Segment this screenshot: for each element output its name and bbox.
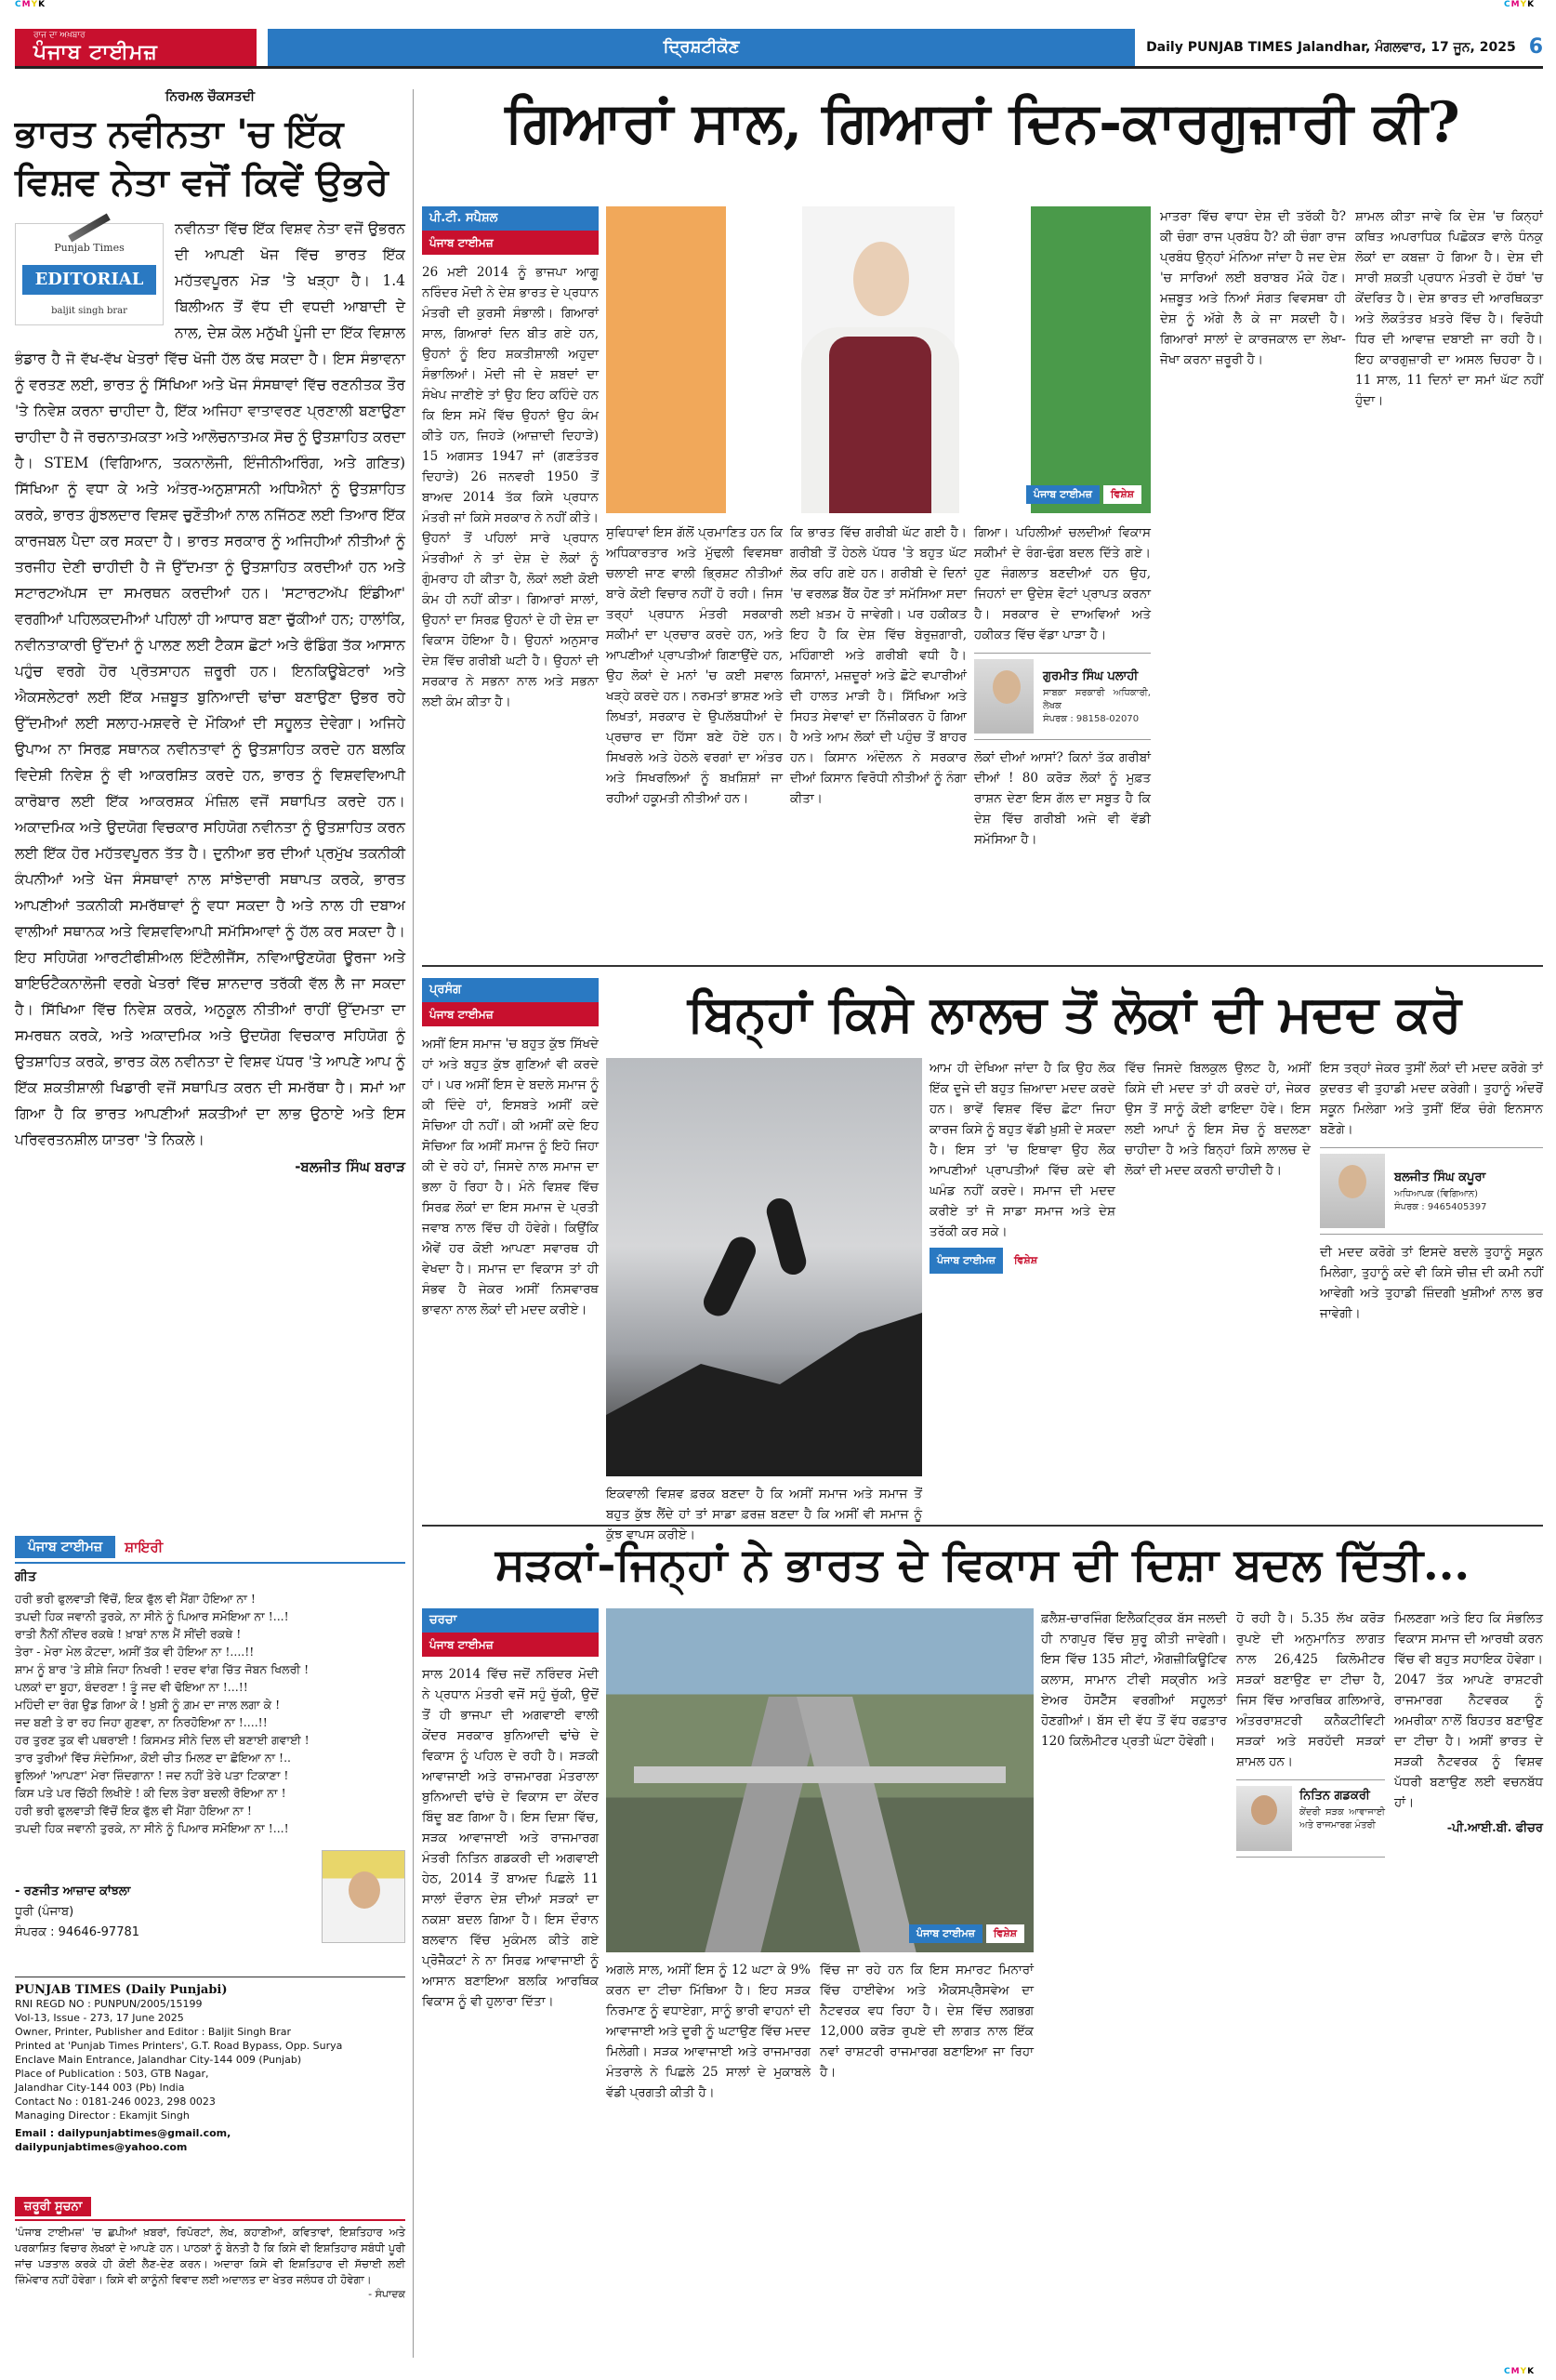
section-rule (422, 1525, 1543, 1527)
story3-byline: -ਪੀ.ਆਈ.ਬੀ. ਫੀਚਰ (1446, 1821, 1543, 1835)
photo-tag-special: ਵਿਸ਼ੇਸ਼ (1007, 1248, 1045, 1274)
pm-figure (801, 225, 959, 513)
story3-col5 (1236, 1608, 1385, 1865)
poem-line: ਪਲਕਾਂ ਦਾ ਬੂਹਾ, ਬੰਦਰਣਾ ! ਤੂੰ ਜਦ ਵੀ ਢੋਇਆ ਨਾ !...!! (15, 1680, 248, 1694)
photo-tag-special: ਵਿਸ਼ੇਸ਼ (1103, 485, 1141, 504)
photo-tag-brand: ਪੰਜਾਬ ਟਾਈਮਜ਼ (909, 1924, 982, 1943)
poetry-section-label: ਸ਼ਾਇਰੀ (125, 1539, 164, 1555)
cmyk-marks-right: CMYK (1504, 0, 1536, 9)
main-story-tag-label: ਪੀ.ਟੀ. ਸਪੈਸ਼ਲ (422, 206, 599, 231)
poem-line: ਹਰੀ ਭਰੀ ਫੁਲਵਾੜੀ ਵਿੱਚੋਂ ਇਕ ਫੁੱਲ ਵੀ ਮੈਂਗਾ ਹੋਇਆ ਨਾ ! (15, 1804, 252, 1818)
editorial-box-brand: Punjab Times (54, 242, 125, 254)
editorial-logo-box (15, 223, 164, 325)
dateline: Daily PUNJAB TIMES Jalandhar, ਮੰਗਲਵਾਰ, 17 ਜੂਨ, 2025 (1146, 39, 1516, 55)
story2-col2: ਇਕਵਾਲੀ ਵਿਸ਼ਵ ਫ਼ਰਕ ਬਣਦਾ ਹੈ ਕਿ ਅਸੀਂ ਸਮਾਜ ਅਤੇ ਸਮਾਜ ਤੋਂ ਬਹੁਤ ਕੁੱਝ ਲੈਂਦੇ ਹਾਂ ਤਾਂ ਸਾਡਾ ਫ਼ਰਜ਼ ਬਣਦਾ ਹੈ ਕਿ ਅਸੀਂ ਵੀ ਸਮਾਜ ਨੂੰ ਕੁੱਝ ਵਾਪਸ ਕਰੀਏ। (606, 1487, 922, 1542)
imprint-line: Owner, Printer, Publisher and Editor : Baljit Singh Brar (15, 2026, 291, 2038)
editorial-byline: -ਬਲਜੀਤ ਸਿੰਘ ਬਰਾੜ (295, 1158, 405, 1175)
story2-tag (422, 978, 599, 1026)
main-headline: ਗਿਆਰਾਂ ਸਾਲ, ਗਿਆਰਾਂ ਦਿਨ-ਕਾਰਗੁਜ਼ਾਰੀ ਕੀ? (505, 90, 1460, 155)
road-lane (797, 1697, 917, 1952)
story2-text: ਅਸੀਂ ਇਸ ਸਮਾਜ 'ਚ ਬਹੁਤ ਕੁੱਝ ਸਿੱਖਦੇ ਹਾਂ ਅਤੇ ਬਹੁਤ ਕੁੱਝ ਗੁਣਿਆਂ ਵੀ ਕਰਦੇ ਹਾਂ। ਪਰ ਅਸੀਂ ਇਸ ਦੇ ਬਦਲੇ ਸਮਾਜ ਨੂੰ ਕੀ ਦਿੰਦੇ ਹਾਂ, ਇਸਬਤੇ ਅਸੀਂ ਕਦੇ ਸੋਚਿਆ ਹੀ ਨਹੀਂ। ਕੀ ਅਸੀਂ ਕਦੇ ਇਹ ਸੋਚਿਆ ਕਿ ਅਸੀਂ ਸਮਾਜ ਨੂੰ ਇਹੋ ਜਿਹਾ ਕੀ ਦੇ ਰਹੇ ਹਾਂ, ਜਿਸਦੇ ਨਾਲ ਸਮਾਜ ਦਾ ਭਲਾ ਹੋ ਰਿਹਾ ਹੈ। ਮੰਨੇ ਵਿਸ਼ਵ ਵਿੱਚ ਸਿਰਫ਼ ਲੋਕਾਂ ਦਾ ਇਸ ਸਮਾਜ ਦੇ ਪ੍ਰਤੀ ਜਵਾਬ ਨਾਲ ਵਿੱਚ ਹੀ ਹੋਵੇਗੇ। ਕਿਉਂਕਿ ਐਵੇਂ ਹਰ ਕੋਈ ਆਪਣਾ ਸਵਾਰਥ ਹੀ ਵੇਖਦਾ ਹੈ। ਸਮਾਜ ਦਾ ਵਿਕਾਸ ਤਾਂ ਹੀ ਸੰਭਵ ਹੈ ਜੇਕਰ ਅਸੀਂ ਨਿਸਵਾਰਥ ਭਾਵਨਾ ਨਾਲ ਲੋਕਾਂ ਦੀ ਮਦਦ ਕਰੀਏ। (422, 1037, 599, 1317)
photo-tag-brand: ਪੰਜਾਬ ਟਾਈਮਜ਼ (930, 1248, 1003, 1274)
climber-silhouette (764, 1196, 810, 1277)
author-contact: ਸੰਪਰਕ : 98158-02070 (1043, 714, 1140, 724)
pm-head (846, 234, 916, 324)
poet-photo (322, 1850, 405, 1943)
imprint-line: RNI REGD NO : PUNPUN/2005/15199 (15, 1998, 203, 2010)
main-story-text: 26 ਮਈ 2014 ਨੂੰ ਭਾਜਪਾ ਆਗੂ ਨਰਿੰਦਰ ਮੋਦੀ ਨੇ ਦੇਸ਼ ਭਾਰਤ ਦੇ ਪ੍ਰਧਾਨ ਮੰਤਰੀ ਦੀ ਕੁਰਸੀ ਸੰਭਾਲੀ। ਗਿਆਰਾਂ ਸਾਲ, ਗਿਆਰਾਂ ਦਿਨ ਬੀਤ ਗਏ ਹਨ, ਉਹਨਾਂ ਨੂੰ ਇਹ ਸ਼ਕਤੀਸ਼ਾਲੀ ਅਹੁਦਾ ਸੰਭਾਲਿਆਂ। ਮੋਦੀ ਜੀ ਦੇ ਸ਼ਬਦਾਂ ਦਾ ਸੰਖੇਪ ਜਾਣੀਏ ਤਾਂ ਉਹ ਇਹ ਕਹਿੰਦੇ ਹਨ ਕਿ ਇਸ ਸਮੇਂ ਵਿੱਚ ਉਹਨਾਂ ਉਹ ਕੰਮ ਕੀਤੇ ਹਨ, ਜਿਹੜੇ (ਆਜ਼ਾਦੀ ਦਿਹਾੜੇ) 15 ਅਗਸਤ 1947 ਜਾਂ (ਗਣਤੰਤਰ ਦਿਹਾੜੇ) 26 ਜਨਵਰੀ 1950 ਤੋਂ ਬਾਅਦ 2014 ਤੱਕ ਕਿਸੇ ਪ੍ਰਧਾਨ ਮੰਤਰੀ ਜਾਂ ਕਿਸੇ ਸਰਕਾਰ ਨੇ ਨਹੀਂ ਕੀਤੇ। ਉਹਨਾਂ ਤੋਂ ਪਹਿਲਾਂ ਸਾਰੇ ਪ੍ਰਧਾਨ ਮੰਤਰੀਆਂ ਨੇ ਤਾਂ ਦੇਸ਼ ਦੇ ਲੋਕਾਂ ਨੂੰ ਗੁੰਮਰਾਹ ਹੀ ਕੀਤਾ ਹੈ, ਲੋਕਾਂ ਲਈ ਕੋਈ ਕੰਮ ਹੀ ਨਹੀਂ ਕੀਤਾ। ਗਿਆਰਾਂ ਸਾਲਾਂ, ਉਹਨਾਂ ਦਾ ਸਿਰਫ਼ ਉਹਨਾਂ ਦੇ ਹੀ ਦੇਸ਼ ਦਾ ਵਿਕਾਸ ਹੋਇਆ ਹੈ। ਉਹਨਾਂ ਅਨੁਸਾਰ ਦੇਸ਼ ਵਿੱਚ ਗਰੀਬੀ ਘਟੀ ਹੈ। ਉਹਨਾਂ ਦੀ ਸਰਕਾਰ ਨੇ ਸਭਨਾ ਨਾਲ ਅਤੇ ਸਭਨਾ ਲਈ ਕੰਮ ਕੀਤਾ ਹੈ। (422, 265, 599, 709)
editorial-paragraph: ਨਵੀਨਤਾ ਵਿੱਚ ਇੱਕ ਵਿਸ਼ਵ ਨੇਤਾ ਵਜੋਂ ਉਭਰਨ ਦੀ ਆਪਣੀ ਖੋਜ ਵਿੱਚ ਭਾਰਤ ਇੱਕ ਮਹੱਤਵਪੂਰਨ ਮੋੜ 'ਤੇ ਖੜ੍ਹਾ ਹੈ। 1.4 ਬਿਲੀਅਨ ਤੋਂ ਵੱਧ ਦੀ ਵਧਦੀ ਆਬਾਦੀ ਦੇ ਨਾਲ, ਦੇਸ਼ ਕੋਲ ਮਨੁੱਖੀ ਪੂੰਜੀ ਦਾ ਇੱਕ ਵਿਸ਼ਾਲ ਭੰਡਾਰ ਹੈ ਜੋ ਵੱਖ-ਵੱਖ ਖੇਤਰਾਂ ਵਿੱਚ ਖੋਜੀ ਹੱਲ ਕੱਢ ਸਕਦਾ ਹੈ। ਇਸ ਸੰਭਾਵਨਾ ਨੂੰ ਵਰਤਣ ਲਈ, ਭਾਰਤ ਨੂੰ ਸਿੱਖਿਆ ਅਤੇ ਖੋਜ ਸੰਸਥਾਵਾਂ ਵਿੱਚ ਰਣਨੀਤਕ ਤੌਰ 'ਤੇ ਨਿਵੇਸ਼ ਕਰਨਾ ਚਾਹੀਦਾ ਹੈ, ਇੱਕ ਅਜਿਹਾ ਵਾਤਾਵਰਣ ਪ੍ਰਣਾਲੀ ਬਣਾਉਣਾ ਚਾਹੀਦਾ ਹੈ ਜੋ ਰਚਨਾਤਮਕਤਾ ਅਤੇ ਆਲੋਚਨਾਤਮਕ ਸੋਚ ਨੂੰ ਉਤਸ਼ਾਹਿਤ ਕਰਦਾ ਹੈ। STEM (ਵਿਗਿਆਨ, ਤਕਨਾਲੋਜੀ, ਇੰਜੀਨੀਅਰਿੰਗ, ਅਤੇ ਗਣਿਤ) ਸਿੱਖਿਆ ਨੂੰ ਵਧਾ ਕੇ ਅਤੇ ਅੰਤਰ-ਅਨੁਸ਼ਾਸਨੀ ਅਧਿਐਨਾਂ ਨੂੰ ਉਤਸ਼ਾਹਿਤ ਕਰਕੇ, ਭਾਰਤ ਗੁੰਝਲਦਾਰ ਵਿਸ਼ਵ ਚੁਣੌਤੀਆਂ ਨਾਲ ਨਜਿੱਠਣ ਲਈ ਤਿਆਰ ਇੱਕ ਕਾਰਜਬਲ ਪੈਦਾ ਕਰ ਸਕਦਾ ਹੈ। ਭਾਰਤ ਸਰਕਾਰ ਨੂੰ ਅਜਿਹੀਆਂ ਨੀਤੀਆਂ ਨੂੰ ਤਰਜੀਹ ਦੇਣੀ ਚਾਹੀਦੀ ਹੈ ਜੋ ਉੱਦਮਤਾ ਨੂੰ ਉਤਸ਼ਾਹਿਤ ਕਰਦੀਆਂ ਹਨ ਅਤੇ ਸਟਾਰਟਅੱਪਸ ਦਾ ਸਮਰਥਨ ਕਰਦੀਆਂ ਹਨ। 'ਸਟਾਰਟਅੱਪ ਇੰਡੀਆ' ਵਰਗੀਆਂ ਪਹਿਲਕਦਮੀਆਂ ਪਹਿਲਾਂ ਹੀ ਆਧਾਰ ਬਣਾ ਚੁੱਕੀਆਂ ਹਨ; ਹਾਲਾਂਕਿ, ਨਵੀਨਤਾਕਾਰੀ ਉੱਦਮਾਂ ਨੂੰ ਪਾਲਣ ਲਈ ਟੈਕਸ ਛੋਟਾਂ ਅਤੇ ਫੰਡਿੰਗ ਤੱਕ ਆਸਾਨ ਪਹੁੰਚ ਵਰਗੇ ਹੋਰ ਪ੍ਰੋਤਸਾਹਨ ਜ਼ਰੂਰੀ ਹਨ। ਇਨਕਿਊਬੇਟਰਾਂ ਅਤੇ ਐਕਸਲੇਟਰਾਂ ਲਈ ਇੱਕ ਮਜ਼ਬੂਤ ਬੁਨਿਆਦੀ ਢਾਂਚਾ ਬਣਾਉਣਾ ਉਭਰ ਰਹੇ ਉੱਦਮੀਆਂ ਲਈ ਸਲਾਹ-ਮਸ਼ਵਰੇ ਦੇ ਮੌਕਿਆਂ ਦੀ ਸਹੂਲਤ ਦੇਵੇਗਾ। ਅਜਿਹੇ ਉਪਾਅ ਨਾ ਸਿਰਫ਼ ਸਥਾਨਕ ਨਵੀਨਤਾਵਾਂ ਨੂੰ ਉਤਸ਼ਾਹਿਤ ਕਰਦੇ ਹਨ ਬਲਕਿ ਵਿਦੇਸ਼ੀ ਨਿਵੇਸ਼ ਨੂੰ ਵੀ ਆਕਰਸ਼ਿਤ ਕਰਦੇ ਹਨ, ਭਾਰਤ ਨੂੰ ਵਿਸ਼ਵਵਿਆਪੀ ਕਾਰੋਬਾਰ ਲਈ ਇੱਕ ਆਕਰਸ਼ਕ ਮੰਜ਼ਿਲ ਵਜੋਂ ਸਥਾਪਿਤ ਕਰਦੇ ਹਨ। ਅਕਾਦਮਿਕ ਅਤੇ ਉਦਯੋਗ ਵਿਚਕਾਰ ਸਹਿਯੋਗ ਨਵੀਨਤਾ ਨੂੰ ਉਤਸ਼ਾਹਿਤ ਕਰਨ ਲਈ ਇੱਕ ਹੋਰ ਮਹੱਤਵਪੂਰਨ ਤੱਤ ਹੈ। ਦੁਨੀਆ ਭਰ ਦੀਆਂ ਪ੍ਰਮੁੱਖ ਤਕਨੀਕੀ ਕੰਪਨੀਆਂ ਅਤੇ ਖੋਜ ਸੰਸਥਾਵਾਂ ਨਾਲ ਸਾਂਝੇਦਾਰੀ ਸਥਾਪਤ ਕਰਕੇ, ਭਾਰਤ ਆਪਣੀਆਂ ਤਕਨੀਕੀ ਸਮਰੱਥਾਵਾਂ ਨੂੰ ਵਧਾ ਸਕਦਾ ਹੈ ਅਤੇ ਨਾਲ ਹੀ ਦਬਾਅ ਵਾਲੀਆਂ ਸਥਾਨਕ ਅਤੇ ਵਿਸ਼ਵਵਿਆਪੀ ਸਮੱਸਿਆਵਾਂ ਨੂੰ ਹੱਲ ਕਰ ਸਕਦਾ ਹੈ। ਇਹ ਸਹਿਯੋਗ ਆਰਟੀਫੀਸ਼ੀਅਲ ਇੰਟੈਲੀਜੈਂਸ, ਨਵਿਆਉਣਯੋਗ ਊਰਜਾ ਅਤੇ ਬਾਇਓਟੈਕਨਾਲੋਜੀ ਵਰਗੇ ਖੇਤਰਾਂ ਵਿੱਚ ਸ਼ਾਨਦਾਰ ਤਰੱਕੀ ਵੱਲ ਲੈ ਜਾ ਸਕਦਾ ਹੈ। ਸਿੱਖਿਆ ਵਿੱਚ ਨਿਵੇਸ਼ ਕਰਕੇ, ਅਨੁਕੂਲ ਨੀਤੀਆਂ ਰਾਹੀਂ ਉੱਦਮਤਾ ਦਾ ਸਮਰਥਨ ਕਰਕੇ, ਅਤੇ ਅਕਾਦਮਿਕ ਅਤੇ ਉਦਯੋਗ ਵਿਚਕਾਰ ਸਹਿਯੋਗ ਨੂੰ ਉਤਸ਼ਾਹਿਤ ਕਰਕੇ, ਭਾਰਤ ਕੋਲ ਨਵੀਨਤਾ ਦੇ ਵਿਸ਼ਵ ਪੱਧਰ 'ਤੇ ਆਪਣੇ ਆਪ ਨੂੰ ਇੱਕ ਸ਼ਕਤੀਸ਼ਾਲੀ ਖਿਡਾਰੀ ਵਜੋਂ ਸਥਾਪਿਤ ਕਰਨ ਦੀ ਸਮਰੱਥਾ ਹੈ। ਸਮਾਂ ਆ ਗਿਆ ਹੈ ਕਿ ਭਾਰਤ ਆਪਣੀਆਂ ਸ਼ਕਤੀਆਂ ਦਾ ਲਾਭ ਉਠਾਏ ਅਤੇ ਇਸ ਪਰਿਵਰਤਨਸ਼ੀਲ ਯਾਤਰਾ 'ਤੇ ਨਿਕਲੇ। (15, 220, 405, 1148)
editorial-box-label: EDITORIAL (22, 265, 157, 295)
story3-col6 (1394, 1608, 1543, 1839)
story2-tag-brand: ਪੰਜਾਬ ਟਾਈਮਜ਼ (422, 1002, 599, 1026)
story3-text: ਸਾਲ 2014 ਵਿੱਚ ਜਦੋਂ ਨਰਿੰਦਰ ਮੋਦੀ ਨੇ ਪ੍ਰਧਾਨ ਮੰਤਰੀ ਵਜੋਂ ਸਹੁੰ ਚੁੱਕੀ, ਉਦੋਂ ਤੋਂ ਹੀ ਭਾਜਪਾ ਦੀ ਅਗਵਾਈ ਵਾਲੀ ਕੇਂਦਰ ਸਰਕਾਰ ਬੁਨਿਆਦੀ ਢਾਂਚੇ ਦੇ ਵਿਕਾਸ ਨੂੰ ਪਹਿਲ ਦੇ ਰਹੀ ਹੈ। ਸੜਕੀ ਆਵਾਜਾਈ ਅਤੇ ਰਾਜਮਾਰਗ ਮੰਤਰਾਲਾ ਬੁਨਿਆਦੀ ਢਾਂਚੇ ਦੇ ਵਿਕਾਸ ਦਾ ਕੇਂਦਰ ਬਿੰਦੂ ਬਣ ਗਿਆ ਹੈ। ਇਸ ਦਿਸ਼ਾ ਵਿੱਚ, ਸੜਕ ਆਵਾਜਾਈ ਅਤੇ ਰਾਜਮਾਰਗ ਮੰਤਰੀ ਨਿਤਿਨ ਗਡਕਰੀ ਦੀ ਅਗਵਾਈ ਹੇਠ, 2014 ਤੋਂ ਬਾਅਦ ਪਿਛਲੇ 11 ਸਾਲਾਂ ਦੌਰਾਨ ਦੇਸ਼ ਦੀਆਂ ਸੜਕਾਂ ਦਾ ਨਕਸ਼ਾ ਬਦਲ ਗਿਆ ਹੈ। ਇਸ ਦੌਰਾਨ ਬਲਵਾਨ ਵਿੱਚ ਮੁਕੰਮਲ ਕੀਤੇ ਗਏ ਪ੍ਰੋਜੈਕਟਾਂ ਨੇ ਨਾ ਸਿਰਫ਼ ਆਵਾਜਾਈ ਨੂੰ ਆਸਾਨ ਬਣਾਇਆ ਬਲਕਿ ਆਰਥਿਕ ਵਿਕਾਸ ਨੂੰ ਵੀ ਹੁਲਾਰਾ ਦਿੱਤਾ। (422, 1667, 599, 2009)
story2-col1 (422, 978, 599, 1320)
mountain-silhouette (606, 1272, 922, 1476)
top-print-strip (0, 0, 1556, 11)
author-name: ਗੁਰਮੀਤ ਸਿੰਘ ਪਲਾਹੀ (1043, 669, 1139, 683)
story2-text: ਦੀ ਮਦਦ ਕਰੋਗੇ ਤਾਂ ਇਸਦੇ ਬਦਲੇ ਤੁਹਾਨੂੰ ਸਕੂਨ ਮਿਲੇਗਾ, ਤੁਹਾਨੂੰ ਕਦੇ ਵੀ ਕਿਸੇ ਚੀਜ਼ ਦੀ ਕਮੀ ਨਹੀਂ ਆਵੇਗੀ ਅਤੇ ਤੁਹਾਡੀ ਜ਼ਿੰਦਗੀ ਖੁਸ਼ੀਆਂ ਨਾਲ ਭਰ ਜਾਵੇਗੀ। (1320, 1245, 1543, 1321)
author-card (974, 653, 1151, 740)
main-story-col4 (974, 522, 1151, 850)
section-rule (422, 965, 1543, 967)
author-photo (1320, 1154, 1385, 1228)
story2-col4: ਵਿੱਚ ਜਿਸਦੇ ਬਿਲਕੁਲ ਉਲਟ ਹੈ, ਅਸੀਂ ਕਿਸੇ ਦੀ ਮਦਦ ਤਾਂ ਹੀ ਕਰਦੇ ਹਾਂ, ਜੇਕਰ ਉਸ ਤੋਂ ਸਾਨੂੰ ਕੋਈ ਫਾਇਦਾ ਹੋਵੇ। ਇਸ ਲਈ ਆਪਾਂ ਨੂੰ ਇਸ ਸੋਚ ਨੂੰ ਬਦਲਣਾ ਚਾਹੀਦਾ ਹੈ ਅਤੇ ਬਿਨ੍ਹਾਂ ਕਿਸੇ ਲਾਲਚ ਦੇ ਲੋਕਾਂ ਦੀ ਮਦਦ ਕਰਨੀ ਚਾਹੀਦੀ ਹੈ। (1125, 1061, 1311, 1178)
author-meta: ਅਧਿਆਪਕ (ਵਿਗਿਆਨ) (1394, 1189, 1479, 1199)
notice-block (15, 2196, 405, 2301)
poet-place: ਧੂਰੀ (ਪੰਜਾਬ) (15, 1905, 74, 1919)
editorial-body (15, 216, 405, 1153)
brand-name: ਪੰਜਾਬ ਟਾਈਮਜ਼ (33, 39, 158, 64)
poem-line: ਰਾਤੀ ਨੈਨੀਂ ਨੀਂਦਰ ਰਕਥੇ ! ਖ਼ਾਬਾਂ ਨਾਲ ਮੈਂ ਸੀਂਦੀ ਰਕਥੇ ! (15, 1627, 242, 1641)
poem-line: ਭੂਲਿਆਂ 'ਆਪਣਾ' ਮੇਰਾ ਜ਼ਿੰਦਗਾਨਾ ! ਜਦ ਨਹੀਂ ਤੇਰੇ ਪਤਾ ਟਿਕਾਣਾ ! (15, 1768, 289, 1782)
notice-label: ਜ਼ਰੂਰੀ ਸੂਚਨਾ (15, 2197, 91, 2216)
main-story-text: ਲੋਕਾਂ ਦੀਆਂ ਆਸਾਂ? ਕਿਨਾਂ ਤੱਕ ਗਰੀਬਾਂ ਦੀਆਂ ! 80 ਕਰੋੜ ਲੋਕਾਂ ਨੂੰ ਮੁਫ਼ਤ ਰਾਸ਼ਨ ਦੇਣਾ ਇਸ ਗੱਲ ਦਾ ਸਬੂਤ ਹੈ ਕਿ ਦੇਸ਼ ਵਿੱਚ ਗਰੀਬੀ ਅਜੇ ਵੀ ਵੱਡੀ ਸਮੱਸਿਆ ਹੈ। (974, 750, 1151, 847)
section-title: ਦ੍ਰਿਸ਼ਟੀਕੋਣ (268, 29, 1135, 66)
photo-tag (1026, 485, 1141, 504)
page-number: 6 (1528, 35, 1543, 59)
photo-tag-special: ਵਿਸ਼ੇਸ਼ (986, 1924, 1024, 1943)
imprint-line: Printed at 'Punjab Times Printers', G.T. Road Bypass, Opp. Surya (15, 2040, 343, 2052)
poem-line: ਮਹਿੰਦੀ ਦਾ ਰੰਗ ਉਡ ਗਿਆ ਕੇ ! ਖ਼ੁਸ਼ੀ ਨੂੰ ਗ਼ਮ ਦਾ ਜਾਲ ਲਗਾ ਕੇ ! (15, 1698, 281, 1712)
main-story-col2: ਸੁਵਿਧਾਵਾਂ ਇਸ ਗੱਲੋਂ ਪ੍ਰਮਾਣਿਤ ਹਨ ਕਿ ਅਧਿਕਾਰਤਾਰ ਅਤੇ ਮੁੱਢਲੀ ਵਿਵਸਥਾ ਚਲਾਈ ਜਾਣ ਵਾਲੀ ਭ੍ਰਿਸ਼ਟ ਨੀਤੀਆਂ ਬਾਰੇ ਕੋਈ ਵਿਚਾਰ ਨਹੀਂ ਹੋ ਰਹੀ। ਜਿਸ ਤਰ੍ਹਾਂ ਪ੍ਰਧਾਨ ਮੰਤਰੀ ਸਰਕਾਰੀ ਸਕੀਮਾਂ ਦਾ ਪ੍ਰਚਾਰ ਕਰਦੇ ਹਨ, ਅਤੇ ਆਪਣੀਆਂ ਪ੍ਰਾਪਤੀਆਂ ਗਿਣਾਉਂਦੇ ਹਨ, ਉਹ ਲੋਕਾਂ ਦੇ ਮਨਾਂ 'ਚ ਕਈ ਸਵਾਲ ਖੜ੍ਹੇ ਕਰਦੇ ਹਨ। ਨਰਮਤਾਂ ਭਾਸ਼ਣ ਅਤੇ ਲਿਖਤਾਂ, ਸਰਕਾਰ ਦੇ ਉਪਲੱਬਧੀਆਂ ਦੇ ਪ੍ਰਚਾਰ ਦਾ ਹਿੱਸਾ ਬਣੇ ਹੋਏ ਹਨ। ਸਿਖਰਲੇ ਅਤੇ ਹੇਠਲੇ ਵਰਗਾਂ ਦਾ ਅੰਤਰ ਅਤੇ ਸਿਖਰਲਿਆਂ ਨੂੰ ਬਖ਼ਸ਼ਿਸ਼ਾਂ ਜਾ ਰਹੀਆਂ ਹਕੂਮਤੀ ਨੀਤੀਆਂ ਹਨ। (606, 525, 783, 806)
highway-photo (606, 1608, 1034, 1952)
helping-hand-photo (606, 1058, 922, 1476)
imprint-line: Place of Publication : 503, GTB Nagar, (15, 2068, 209, 2080)
poem-line: ਤੇਰਾ - ਮੇਰਾ ਮੇਲ ਕੋਟਦਾ, ਅਸੀਂ ਤੱਕ ਵੀ ਹੋਇਆ ਨਾ !....!! (15, 1645, 255, 1659)
main-story-col3: ਕਿ ਭਾਰਤ ਵਿੱਚ ਗਰੀਬੀ ਘੱਟ ਗਈ ਹੈ। ਗਰੀਬੀ ਤੋਂ ਹੇਠਲੇ ਪੱਧਰ 'ਤੇ ਬਹੁਤ ਘੱਟ ਲੋਕ ਰਹਿ ਗਏ ਹਨ। ਗਰੀਬੀ ਦੇ ਦਿਨਾਂ 'ਚ ਵਰਲਡ ਬੈਂਕ ਹੋਣ ਤਾਂ ਸਮੱਸਿਆ ਸਦਾ ਲਈ ਖ਼ਤਮ ਹੋ ਜਾਵੇਗੀ। ਪਰ ਹਕੀਕਤ ਇਹ ਹੈ ਕਿ ਦੇਸ਼ ਵਿੱਚ ਬੇਰੁਜ਼ਗਾਰੀ, ਮਹਿੰਗਾਈ ਅਤੇ ਗਰੀਬੀ ਵਧੀ ਹੈ। ਕਿਸਾਨਾਂ, ਮਜ਼ਦੂਰਾਂ ਅਤੇ ਛੋਟੇ ਵਪਾਰੀਆਂ ਦੀ ਹਾਲਤ ਮਾੜੀ ਹੈ। ਸਿੱਖਿਆ ਅਤੇ ਸਿਹਤ ਸੇਵਾਵਾਂ ਦਾ ਨਿੱਜੀਕਰਨ ਹੋ ਗਿਆ ਹੈ ਅਤੇ ਆਮ ਲੋਕਾਂ ਦੀ ਪਹੁੰਚ ਤੋਂ ਬਾਹਰ ਹਨ। ਕਿਸਾਨ ਅੰਦੋਲਨ ਨੇ ਸਰਕਾਰ ਦੀਆਂ ਕਿਸਾਨ ਵਿਰੋਧੀ ਨੀਤੀਆਂ ਨੂੰ ਨੰਗਾ ਕੀਤਾ। (790, 525, 967, 806)
author-card (1320, 1147, 1543, 1235)
main-story-tag (422, 206, 599, 255)
story2-headline: ਬਿਨ੍ਹਾਂ ਕਿਸੇ ਲਾਲਚ ਤੋਂ ਲੋਕਾਂ ਦੀ ਮਦਦ ਕਰੋ (687, 984, 1462, 1043)
masthead (15, 28, 1543, 69)
minister-meta: ਕੇਂਦਰੀ ਸੜਕ ਆਵਾਜਾਈ ਅਤੇ ਰਾਜਮਾਰਗ ਮੰਤਰੀ (1299, 1807, 1385, 1831)
pm-photo (606, 206, 1151, 513)
poem-line: ਸ਼ਾਮ ਨੂੰ ਬਾਰ 'ਤੇ ਸ਼ੀਸ਼ੇ ਜਿਹਾ ਨਿਖਰੀ ! ਦਰਦ ਵਾਂਗ ਚਿੱਤ ਜੋਬਨ ਖਿਲਰੀ ! (15, 1662, 310, 1676)
story2-photo-tag (930, 1248, 1115, 1274)
imprint-email: Email : dailypunjabtimes@gmail.com, dailypunjabtimes@yahoo.com (15, 2127, 231, 2153)
brand-tagline: ਰਾਜ ਦਾ ਅਖ਼ਬਾਰ (33, 30, 86, 40)
story3-tag-label: ਚਰਚਾ (422, 1608, 599, 1633)
bottom-print-strip (0, 2367, 1556, 2380)
notice-header (15, 2196, 405, 2221)
poem-line: ਤਪਦੀ ਹਿਕ ਜਵਾਨੀ ਤੁਰਕੇ, ਨਾ ਸੀਨੇ ਨੂੰ ਪਿਆਰ ਸਮੋਇਆ ਨਾ !...! (15, 1821, 289, 1835)
poem-line: ਹਰੀ ਭਰੀ ਫੁਲਵਾੜੀ ਵਿੱਚੋਂ, ਇਕ ਫੁੱਲ ਵੀ ਮੈਂਗਾ ਹੋਇਆ ਨਾ ! (15, 1592, 256, 1606)
climber-silhouette (699, 1233, 759, 1320)
editorial-box-author: baljit singh brar (51, 306, 127, 316)
main-story-text: ਗਿਆ। ਪਹਿਲੀਆਂ ਚਲਦੀਆਂ ਵਿਕਾਸ ਸਕੀਮਾਂ ਦੇ ਰੰਗ-ਢੰਗ ਬਦਲ ਦਿੱਤੇ ਗਏ। ਹੁਣ ਜੰਗਲਾਤ ਬਣਦੀਆਂ ਹਨ ਉਹ, ਜਿਹਨਾਂ ਦਾ ਉਦੇਸ਼ ਵੋਟਾਂ ਪ੍ਰਾਪਤ ਕਰਨਾ ਹੈ। ਸਰਕਾਰ ਦੇ ਦਾਅਵਿਆਂ ਅਤੇ ਹਕੀਕਤ ਵਿੱਚ ਵੱਡਾ ਪਾੜਾ ਹੈ। (974, 525, 1151, 642)
story3-headline: ਸੜਕਾਂ-ਜਿਨ੍ਹਾਂ ਨੇ ਭਾਰਤ ਦੇ ਵਿਕਾਸ ਦੀ ਦਿਸ਼ਾ ਬਦਲ ਦਿੱਤੀ... (494, 1539, 1470, 1591)
author-meta: ਸਾਬਕਾ ਸਰਕਾਰੀ ਅਧਿਕਾਰੀ, ਲੇਖਕ (1043, 688, 1151, 711)
imprint-line: Contact No : 0181-246 0023, 298 0023 (15, 2096, 216, 2108)
minister-name: ਨਿਤਿਨ ਗਡਕਰੀ (1299, 1789, 1370, 1803)
cmyk-marks-bottom: CMYK (1504, 2367, 1536, 2376)
minister-card (1236, 1779, 1385, 1858)
imprint-line: Managing Director : Ekamjit Singh (15, 2109, 190, 2122)
poet-text (15, 1882, 139, 1943)
notice-text: 'ਪੰਜਾਬ ਟਾਈਮਜ਼' 'ਚ ਛਪੀਆਂ ਖ਼ਬਰਾਂ, ਰਿਪੋਰਟਾਂ, ਲੇਖ, ਕਹਾਣੀਆਂ, ਕਵਿਤਾਵਾਂ, ਇਸ਼ਤਿਹਾਰ ਅਤੇ ਪਰਕਾਸ਼ਿਤ ਵਿਚਾਰ ਲੇਖਕਾਂ ਦੇ ਆਪਣੇ ਹਨ। ਪਾਠਕਾਂ ਨੂੰ ਬੇਨਤੀ ਹੈ ਕਿ ਕਿਸੇ ਵੀ ਇਸ਼ਤਿਹਾਰ ਸਬੰਧੀ ਪੂਰੀ ਜਾਂਚ ਪੜਤਾਲ ਕਰਕੇ ਹੀ ਕੋਈ ਲੈਣ-ਦੇਣ ਕਰਨ। ਅਦਾਰਾ ਕਿਸੇ ਵੀ ਇਸ਼ਤਿਹਾਰ ਦੀ ਸੱਚਾਈ ਲਈ ਜ਼ਿੰਮੇਵਾਰ ਨਹੀਂ ਹੋਵੇਗਾ। ਕਿਸੇ ਵੀ ਕਾਨੂੰਨੀ ਵਿਵਾਦ ਲਈ ਅਦਾਲਤ ਦਾ ਖੇਤਰ ਜਲੰਧਰ ਹੀ ਹੋਵੇਗਾ। (15, 2226, 405, 2286)
poet-contact: ਸੰਪਰਕ : 94646-97781 (15, 1925, 140, 1939)
author-contact: ਸੰਪਰਕ : 9465405397 (1394, 1202, 1487, 1212)
story3-text: ਹੋ ਰਹੀ ਹੈ। 5.35 ਲੱਖ ਕਰੋੜ ਰੁਪਏ ਦੀ ਅਨੁਮਾਨਿਤ ਲਾਗਤ ਨਾਲ 26,425 ਕਿਲੋਮੀਟਰ ਸੜਕਾਂ ਬਣਾਉਣ ਦਾ ਟੀਚਾ ਹੈ, ਜਿਸ ਵਿੱਚ ਆਰਥਿਕ ਗਲਿਆਰੇ, ਅੰਤਰਰਾਸ਼ਟਰੀ ਕਨੈਕਟੀਵਿਟੀ ਸੜਕਾਂ ਅਤੇ ਸਰਹੱਦੀ ਸੜਕਾਂ ਸ਼ਾਮਲ ਹਨ। (1236, 1611, 1385, 1769)
poetry-section (15, 1536, 405, 1943)
poetry-header (15, 1536, 405, 1564)
story3-tag-brand: ਪੰਜਾਬ ਟਾਈਮਜ਼ (422, 1633, 599, 1657)
editorial-headline: ਭਾਰਤ ਨਵੀਨਤਾ 'ਚ ਇੱਕ ਵਿਸ਼ਵ ਨੇਤਾ ਵਜੋਂ ਕਿਵੇਂ ਉਭਰੇ (15, 112, 389, 204)
left-editorial-article (15, 89, 405, 1175)
imprint-line: Enclave Main Entrance, Jalandhar City-144 009 (Punjab) (15, 2054, 302, 2066)
imprint-line: Vol-13, Issue - 273, 17 June 2025 (15, 2012, 184, 2024)
story3-col1 (422, 1608, 599, 2012)
main-story-col6: ਸ਼ਾਮਲ ਕੀਤਾ ਜਾਵੇ ਕਿ ਦੇਸ਼ 'ਚ ਕਿਨ੍ਹਾਂ ਕਥਿਤ ਅਪਰਾਧਿਕ ਪਿਛੋਕੜ ਵਾਲੇ ਧੰਨਕੁ ਲੋਕਾਂ ਦਾ ਕਬਜ਼ਾ ਹੋ ਗਿਆ ਹੈ। ਦੇਸ਼ ਦੀ ਸਾਰੀ ਸ਼ਕਤੀ ਪ੍ਰਧਾਨ ਮੰਤਰੀ ਦੇ ਹੱਥਾਂ 'ਚ ਕੇਂਦਰਿਤ ਹੈ। ਦੇਸ਼ ਭਾਰਤ ਦੀ ਆਰਥਿਕਤਾ ਅਤੇ ਲੋਕਤੰਤਰ ਖ਼ਤਰੇ ਵਿੱਚ ਹੈ। ਵਿਰੋਧੀ ਧਿਰ ਦੀ ਆਵਾਜ਼ ਦਬਾਈ ਜਾ ਰਹੀ ਹੈ। ਇਹ ਕਾਰਗੁਜ਼ਾਰੀ ਦਾ ਅਸਲ ਚਿਹਰਾ ਹੈ। 11 ਸਾਲ, 11 ਦਿਨਾਂ ਦਾ ਸਮਾਂ ਘੱਟ ਨਹੀਂ ਹੁੰਦਾ। (1355, 209, 1543, 408)
overpass-bridge (634, 1766, 1006, 1783)
masthead-brand (15, 29, 257, 66)
notice-sign: - ਸੰਪਾਦਕ (368, 2288, 405, 2300)
imprint-block (15, 1977, 405, 2154)
poem-line: ਹਰ ਤੁਰਣ ਤੁਕ ਵੀ ਪਥਰਾਈ ! ਕਿਸਮਤ ਸੀਨੇ ਦਿਲ ਦੀ ਬਣਾਈ ਗਵਾਈ ! (15, 1733, 310, 1747)
poem-lines (15, 1590, 405, 1837)
poem-title: ਗੀਤ (15, 1569, 36, 1584)
poem-line: ਜਦ ਬਣੀ ਤੇ ਰਾ ਰਹ ਜਿਹਾ ਗੁਣਵਾ, ਨਾ ਨਿਰਹੋਇਆ ਨਾ !....!! (15, 1715, 268, 1729)
column-divider (413, 89, 414, 2358)
story3-col4: ਫ਼ਲੈਸ਼-ਚਾਰਜਿੰਗ ਇਲੈਕਟ੍ਰਿਕ ਬੱਸ ਜਲਦੀ ਹੀ ਨਾਗਪੁਰ ਵਿੱਚ ਸ਼ੁਰੂ ਕੀਤੀ ਜਾਵੇਗੀ। ਇਸ ਵਿੱਚ 135 ਸੀਟਾਂ, ਐਗਜ਼ੀਕਿਊਟਿਵ ਕਲਾਸ, ਸਾਮਾਨ ਟੀਵੀ ਸਕ੍ਰੀਨ ਅਤੇ ਏਅਰ ਹੋਸਟੈੱਸ ਵਰਗੀਆਂ ਸਹੂਲਤਾਂ ਹੋਣਗੀਆਂ। ਬੱਸ ਦੀ ਵੱਧ ਤੋਂ ਵੱਧ ਰਫ਼ਤਾਰ 120 ਕਿਲੋਮੀਟਰ ਪ੍ਰਤੀ ਘੰਟਾ ਹੋਵੇਗੀ। (1041, 1611, 1227, 1749)
story2-text: ਆਮ ਹੀ ਦੇਖਿਆ ਜਾਂਦਾ ਹੈ ਕਿ ਉਹ ਲੋਕ ਇੱਕ ਦੂਜੇ ਦੀ ਬਹੁਤ ਜ਼ਿਆਦਾ ਮਦਦ ਕਰਦੇ ਹਨ। ਭਾਵੇਂ ਵਿਸ਼ਵ ਵਿੱਚ ਛੋਟਾ ਜਿਹਾ ਕਾਰਜ ਕਿਸੇ ਨੂੰ ਬਹੁਤ ਵੱਡੀ ਖ਼ੁਸ਼ੀ ਦੇ ਸਕਦਾ ਹੈ। ਇਸ ਤਾਂ 'ਚ ਇਥਾਵਾ ਉਹ ਲੋਕ ਆਪਣੀਆਂ ਪ੍ਰਾਪਤੀਆਂ ਵਿੱਚ ਕਦੇ ਵੀ ਘਮੰਡ ਨਹੀਂ ਕਰਦੇ। ਸਮਾਜ ਦੀ ਮਦਦ ਕਰੀਏ ਤਾਂ ਜੋ ਸਾਡਾ ਸਮਾਜ ਅਤੇ ਦੇਸ਼ ਤਰੱਕੀ ਕਰ ਸਕੇ। (930, 1061, 1115, 1239)
poetry-brand: ਪੰਜਾਬ ਟਾਈਮਜ਼ (15, 1536, 115, 1558)
poet-name: - ਰਣਜੀਤ ਆਜ਼ਾਦ ਕਾਂਝਲਾ (15, 1884, 131, 1898)
main-story-col1 (422, 206, 599, 712)
story2-col5 (1320, 1058, 1543, 1324)
story3-col3: ਵਿੱਚ ਜਾ ਰਹੇ ਹਨ ਕਿ ਇਸ ਸਮਾਰਟ ਮਿਨਾਰਾਂ ਵਿੱਚ ਹਾਈਵੇਅ ਅਤੇ ਐਕਸਪ੍ਰੈਸਵੇਅ ਦਾ ਨੈਟਵਰਕ ਵਧ ਰਿਹਾ ਹੈ। ਦੇਸ਼ ਵਿੱਚ ਲਗਭਗ 12,000 ਕਰੋੜ ਰੁਪਏ ਦੀ ਲਾਗਤ ਨਾਲ ਇੱਕ ਨਵਾਂ ਰਾਸ਼ਟਰੀ ਰਾਜਮਾਰਗ ਬਣਾਇਆ ਜਾ ਰਿਹਾ ਹੈ। (820, 1963, 1034, 2080)
imprint-title: PUNJAB TIMES (Daily Punjabi) (15, 1983, 228, 1997)
story2-text: ਇਸ ਤਰ੍ਹਾਂ ਜੇਕਰ ਤੁਸੀਂ ਲੋਕਾਂ ਦੀ ਮਦਦ ਕਰੋਗੇ ਤਾਂ ਕੁਦਰਤ ਵੀ ਤੁਹਾਡੀ ਮਦਦ ਕਰੇਗੀ। ਤੁਹਾਨੂੰ ਅੰਦਰੋਂ ਸਕੂਨ ਮਿਲੇਗਾ ਅਤੇ ਤੁਸੀਂ ਇੱਕ ਚੰਗੇ ਇਨਸਾਨ ਬਣੋਗੇ। (1320, 1061, 1543, 1137)
pm-vest (829, 337, 931, 513)
story3-tag (422, 1608, 599, 1657)
main-story-col5: ਮਾਤਰਾ ਵਿੱਚ ਵਾਧਾ ਦੇਸ਼ ਦੀ ਤਰੱਕੀ ਹੈ? ਕੀ ਚੰਗਾ ਰਾਜ ਪ੍ਰਬੰਧ ਹੈ? ਕੀ ਚੰਗਾ ਰਾਜ ਪ੍ਰਬੰਧ ਉਨ੍ਹਾਂ ਮੰਨਿਆ ਜਾਂਦਾ ਹੈ ਜਦ ਦੇਸ਼ 'ਚ ਸਾਰਿਆਂ ਲਈ ਬਰਾਬਰ ਮੌਕੇ ਹੋਣ। ਮਜ਼ਬੂਤ ਅਤੇ ਨਿਆਂ ਸੰਗਤ ਵਿਵਸਥਾ ਹੀ ਦੇਸ਼ ਨੂੰ ਅੱਗੇ ਲੈ ਕੇ ਜਾ ਸਕਦੀ ਹੈ। ਗਿਆਰਾਂ ਸਾਲਾਂ ਦੇ ਕਾਰਜਕਾਲ ਦਾ ਲੇਖਾ-ਜੋਖਾ ਕਰਨਾ ਜ਼ਰੂਰੀ ਹੈ। (1160, 209, 1346, 367)
story3-col2: ਅਗਲੇ ਸਾਲ, ਅਸੀਂ ਇਸ ਨੂੰ 12 ਘਟਾ ਕੇ 9% ਕਰਨ ਦਾ ਟੀਚਾ ਮਿੱਥਿਆ ਹੈ। ਇਹ ਸੜਕ ਨਿਰਮਾਣ ਨੂੰ ਵਧਾਏਗਾ, ਸਾਨੂੰ ਭਾਰੀ ਵਾਹਨਾਂ ਦੀ ਆਵਾਜਾਈ ਅਤੇ ਦੂਰੀ ਨੂੰ ਘਟਾਉਣ ਵਿੱਚ ਮਦਦ ਮਿਲੇਗੀ। ਸੜਕ ਆਵਾਜਾਈ ਅਤੇ ਰਾਜਮਾਰਗ ਮੰਤਰਾਲੇ ਨੇ ਪਿਛਲੇ 25 ਸਾਲਾਂ ਦੇ ਮੁਕਾਬਲੇ ਵੱਡੀ ਪ੍ਰਗਤੀ ਕੀਤੀ ਹੈ। (606, 1963, 811, 2100)
photo-tag-brand: ਪੰਜਾਬ ਟਾਈਮਜ਼ (1026, 485, 1100, 504)
poem-line: ਤਾਰ ਤੁਰੀਆਂ ਵਿੱਚ ਸੰਦੇਸਿਆ, ਕੋਈ ਚੀਤ ਮਿਲਣ ਦਾ ਛੋਇਆ ਨਾ !.. (15, 1751, 292, 1765)
author-name: ਬਲਜੀਤ ਸਿੰਘ ਕਪੂਰਾ (1394, 1170, 1486, 1184)
main-story-tag-brand: ਪੰਜਾਬ ਟਾਈਮਜ਼ (422, 231, 599, 255)
story2-col3 (930, 1058, 1115, 1274)
story2-tag-label: ਪ੍ਰਸੰਗ (422, 978, 599, 1002)
photo-tag (909, 1924, 1024, 1943)
column-label: ਨਿਰਮਲ ਚੌਕਸਤਦੀ (165, 89, 256, 104)
author-photo (974, 659, 1034, 734)
cmyk-marks-left: CMYK (15, 0, 46, 9)
story3-text: ਮਿਲਣਗਾ ਅਤੇ ਇਹ ਕਿ ਸੰਭਲਿਤ ਵਿਕਾਸ ਸਮਾਜ ਦੀ ਆਰਥੀ ਕਰਨ ਵਿੱਚ ਵੀ ਬਹੁਤ ਸਹਾਇਕ ਹੋਵੇਗਾ। 2047 ਤੱਕ ਆਪਣੇ ਰਾਸ਼ਟਰੀ ਰਾਜਮਾਰਗ ਨੈਟਵਰਕ ਨੂੰ ਅਮਰੀਕਾ ਨਾਲੋਂ ਬਿਹਤਰ ਬਣਾਉਣ ਦਾ ਟੀਚਾ ਹੈ। ਅਸੀਂ ਭਾਰਤ ਦੇ ਸੜਕੀ ਨੈਟਵਰਕ ਨੂੰ ਵਿਸ਼ਵ ਪੱਧਰੀ ਬਣਾਉਣ ਲਈ ਵਚਨਬੱਧ ਹਾਂ। (1394, 1611, 1543, 1810)
imprint-line: Jalandhar City-144 003 (Pb) India (15, 2082, 185, 2094)
poet-credit (15, 1850, 405, 1943)
poem-line: ਕਿਸ ਪਤੇ ਪਰ ਚਿੱਠੀ ਲਿਖੀਏ ! ਕੀ ਦਿਲ ਤੇਰਾ ਬਦਲੀ ਰੋਇਆ ਨਾ ! (15, 1786, 286, 1800)
poem-line: ਤਪਦੀ ਹਿਕ ਜਵਾਨੀ ਤੁਰਕੇ, ਨਾ ਸੀਨੇ ਨੂੰ ਪਿਆਰ ਸਮੋਇਆ ਨਾ !...! (15, 1609, 289, 1623)
minister-photo (1236, 1786, 1292, 1851)
